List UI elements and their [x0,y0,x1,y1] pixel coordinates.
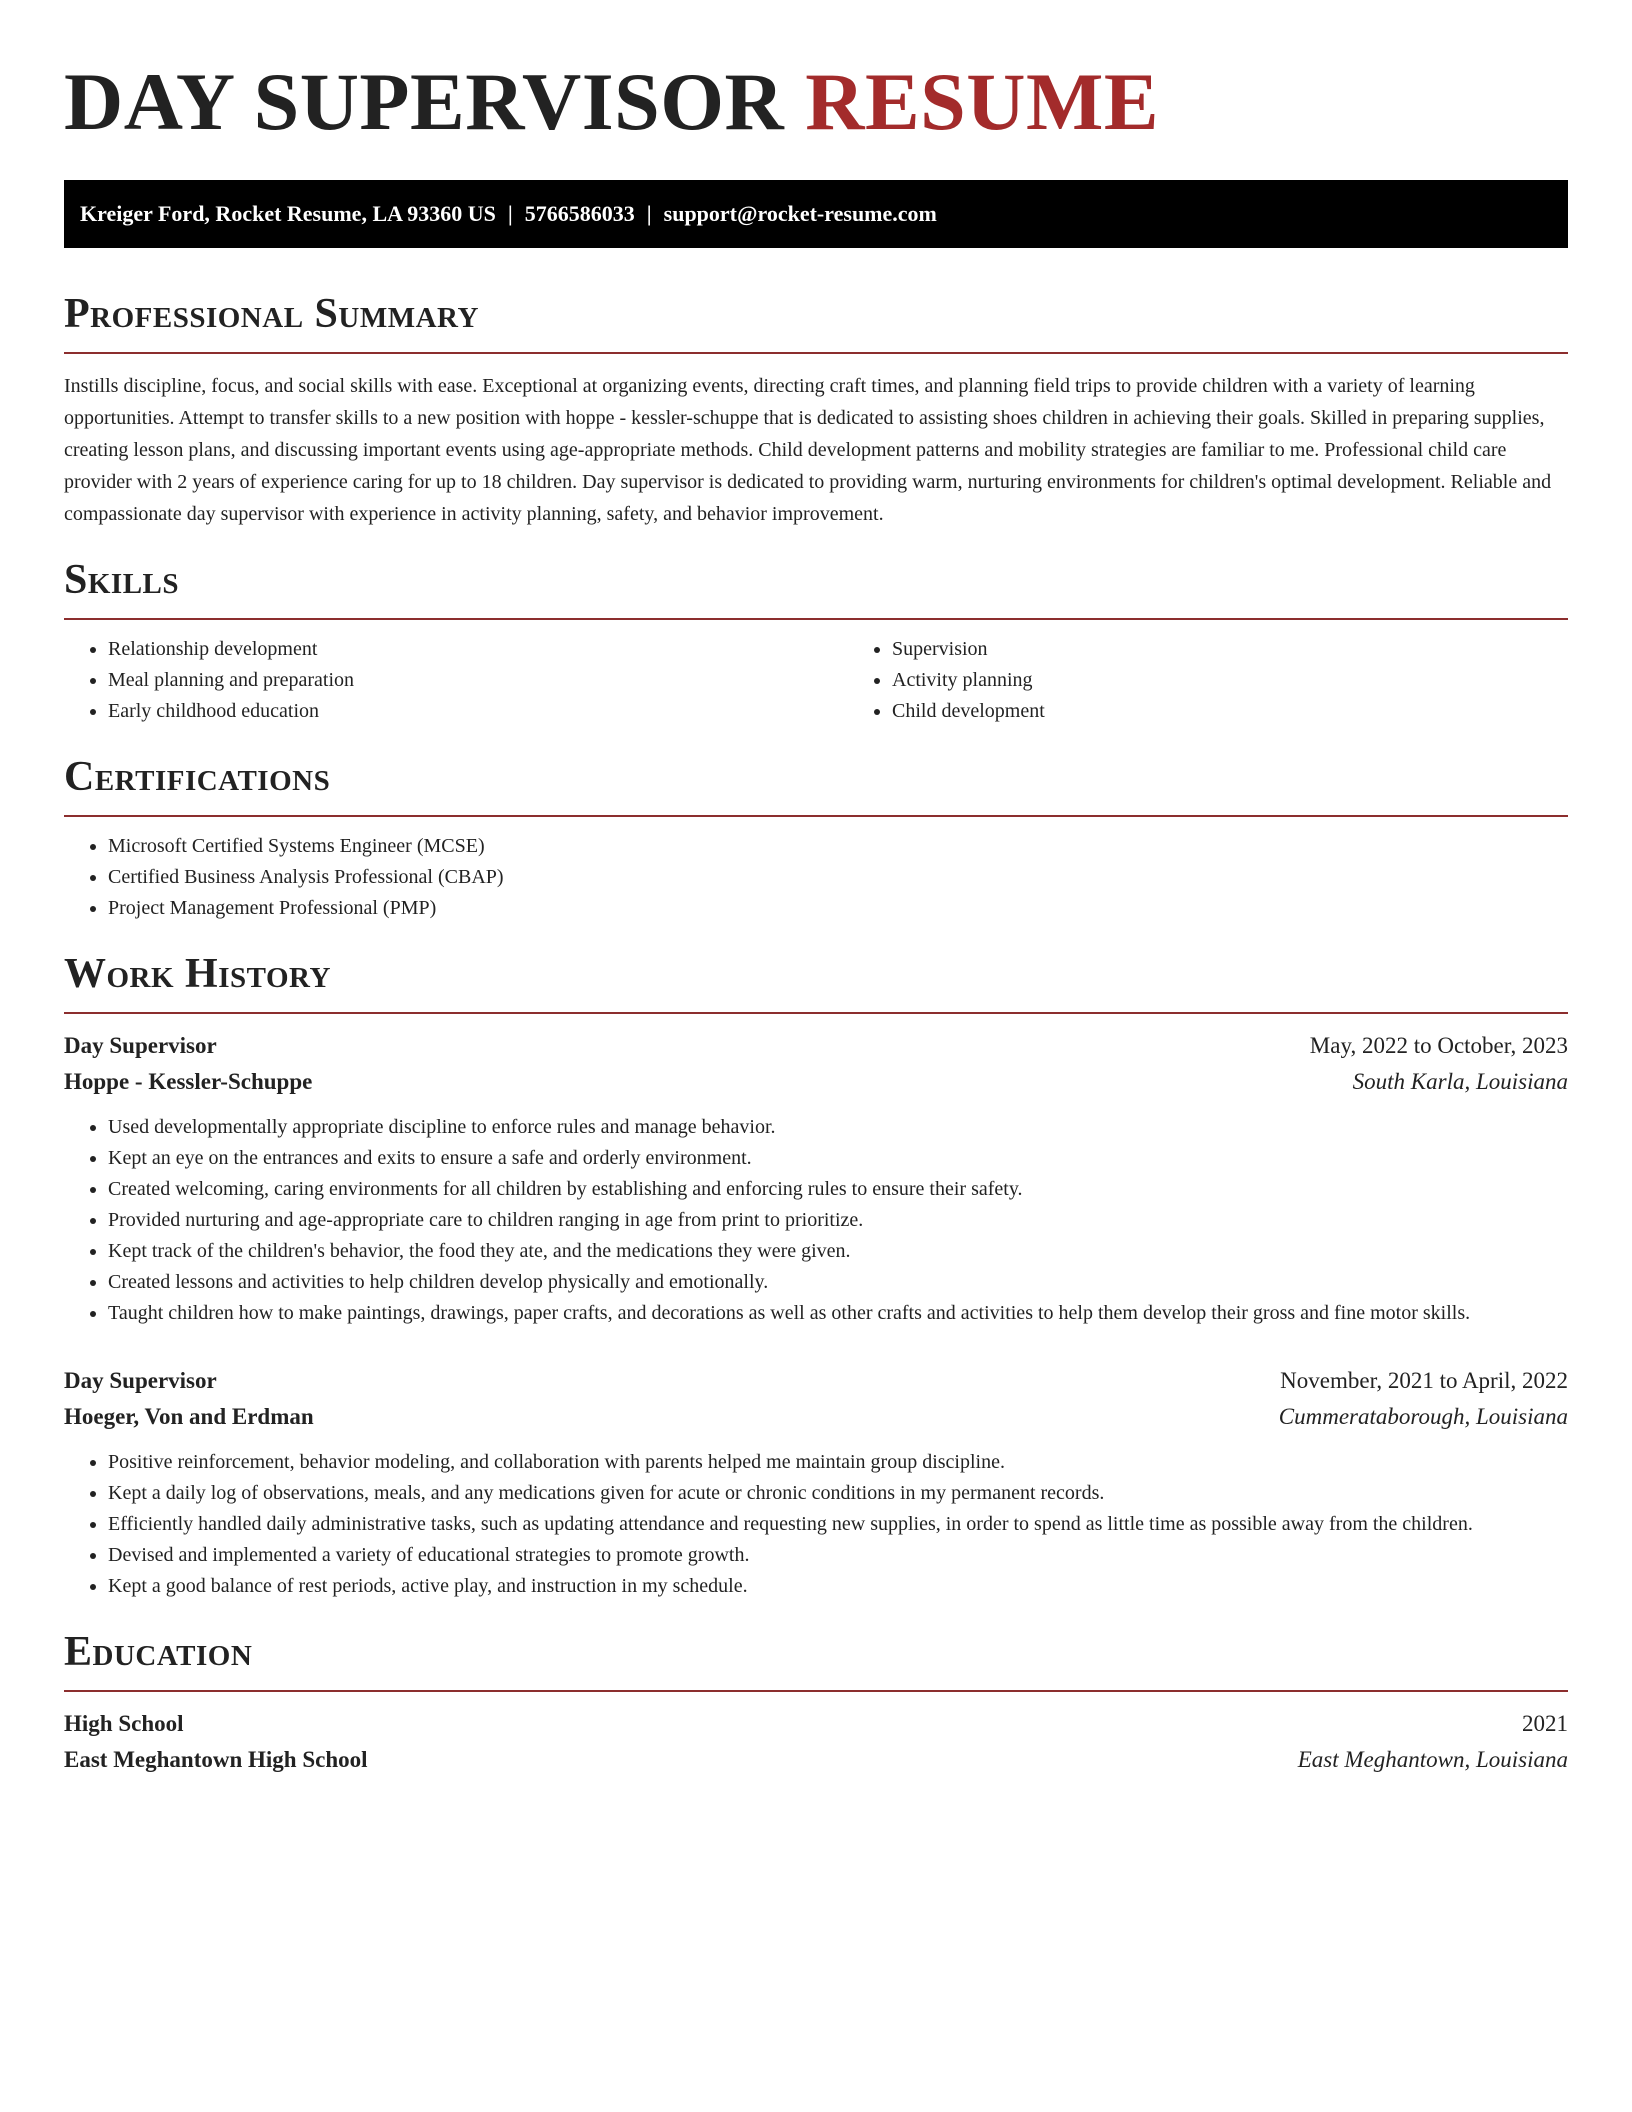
skills-right-column [848,634,1632,727]
job-duty: • Used developmentally appropriate discipline to enforce rules and manage behavior. [108,1112,1568,1143]
job-duty: • Kept a daily log of observations, meals, and any medications given for acute or chronic conditions in my permanent records. [108,1478,1568,1509]
certifications-heading: Certifications [64,751,1568,817]
education-entry [64,1706,1568,1778]
education-year: 2021 [1522,1711,1568,1736]
job-duty: • Kept an eye on the entrances and exits to ensure a safe and orderly environment. [108,1143,1568,1174]
title-main: DAY SUPERVISOR [64,56,785,147]
contact-email: support@rocket-resume.com [663,201,937,226]
work-history-heading: Work History [64,948,1568,1014]
job-company: Hoppe - Kessler-Schuppe [64,1069,313,1094]
job-company-row [64,1399,1568,1435]
skill-item: • Child development [892,696,1632,727]
skills-heading: Skills [64,554,1568,620]
education-heading: Education [64,1626,1568,1692]
job-dates: May, 2022 to October, 2023 [1309,1033,1568,1058]
contact-separator: | [646,201,652,226]
skills-list [64,634,1568,727]
job-location: Cummerataborough, Louisiana [1278,1404,1568,1429]
certification-item: • Project Management Professional (PMP) [108,893,1568,924]
job-duty: • Taught children how to make paintings, drawings, paper crafts, and decorations as well as other crafts and activities to help them develop their gross and fine motor skills. [108,1298,1568,1329]
job-duty: • Devised and implemented a variety of educational strategies to promote growth. [108,1540,1568,1571]
education-school-row [64,1742,1568,1778]
job-title: Day Supervisor [64,1033,217,1058]
job-company: Hoeger, Von and Erdman [64,1404,314,1429]
skill-item: • Relationship development [108,634,848,665]
job-location: South Karla, Louisiana [1352,1069,1568,1094]
certification-item: • Certified Business Analysis Professional (CBAP) [108,862,1568,893]
skill-item: • Supervision [892,634,1632,665]
skill-item: • Early childhood education [108,696,848,727]
resume-title [64,52,1568,152]
education-location: East Meghantown, Louisiana [1297,1747,1568,1772]
certification-item: • Microsoft Certified Systems Engineer (MCSE) [108,831,1568,862]
skills-left-column [64,634,848,727]
summary-text: Instills discipline, focus, and social skills with ease. Exceptional at organizing events, directing craft times, and planning field trips to provide children with a variety of learning opportunities. Attempt to transfer skills to a new position with hoppe - kessler-schuppe that is dedicated to assisting shoes children in achieving their goals. Skilled in preparing supplies, creating lesson plans, and discussing important events using age-appropriate methods. Child development patterns and mobility strategies are familiar to me. Professional child care provider with 2 years of experience caring for up to 18 children. Day supervisor is dedicated to providing warm, nurturing environments for children's optimal development. Reliable and compassionate day supervisor with experience in activity planning, safety, and behavior improvement. [64,375,1552,525]
job-title-row [64,1028,1568,1064]
contact-phone: 5766586033 [524,201,635,226]
job-duty: • Kept track of the children's behavior, the food they ate, and the medications they were given. [108,1236,1568,1267]
job-duty: • Created welcoming, caring environments for all children by establishing and enforcing rules to ensure their safety. [108,1174,1568,1205]
job-title-row [64,1363,1568,1399]
job-duty: • Kept a good balance of rest periods, active play, and instruction in my schedule. [108,1571,1568,1602]
job-duty: • Created lessons and activities to help children develop physically and emotionally. [108,1267,1568,1298]
title-accent: RESUME [805,56,1160,147]
job-company-row [64,1064,1568,1100]
job-duties-list [64,1447,1568,1602]
job-duty: • Positive reinforcement, behavior modeling, and collaboration with parents helped me maintain group discipline. [108,1447,1568,1478]
summary-heading: Professional Summary [64,288,1568,354]
job-duties-list [64,1112,1568,1329]
job-entry [64,1363,1568,1602]
job-dates: November, 2021 to April, 2022 [1280,1368,1568,1393]
job-entry [64,1028,1568,1329]
job-title: Day Supervisor [64,1368,217,1393]
education-degree: High School [64,1711,184,1736]
skill-item: • Meal planning and preparation [108,665,848,696]
contact-bar [64,180,1568,248]
contact-address: Kreiger Ford, Rocket Resume, LA 93360 US [80,201,496,226]
job-duty: • Provided nurturing and age-appropriate care to children ranging in age from print to prioritize. [108,1205,1568,1236]
education-degree-row [64,1706,1568,1742]
certifications-list [64,831,1568,924]
education-school: East Meghantown High School [64,1747,368,1772]
job-duty: • Efficiently handled daily administrative tasks, such as updating attendance and requesting new supplies, in order to spend as little time as possible away from the children. [108,1509,1568,1540]
skill-item: • Activity planning [892,665,1632,696]
contact-separator: | [507,201,513,226]
